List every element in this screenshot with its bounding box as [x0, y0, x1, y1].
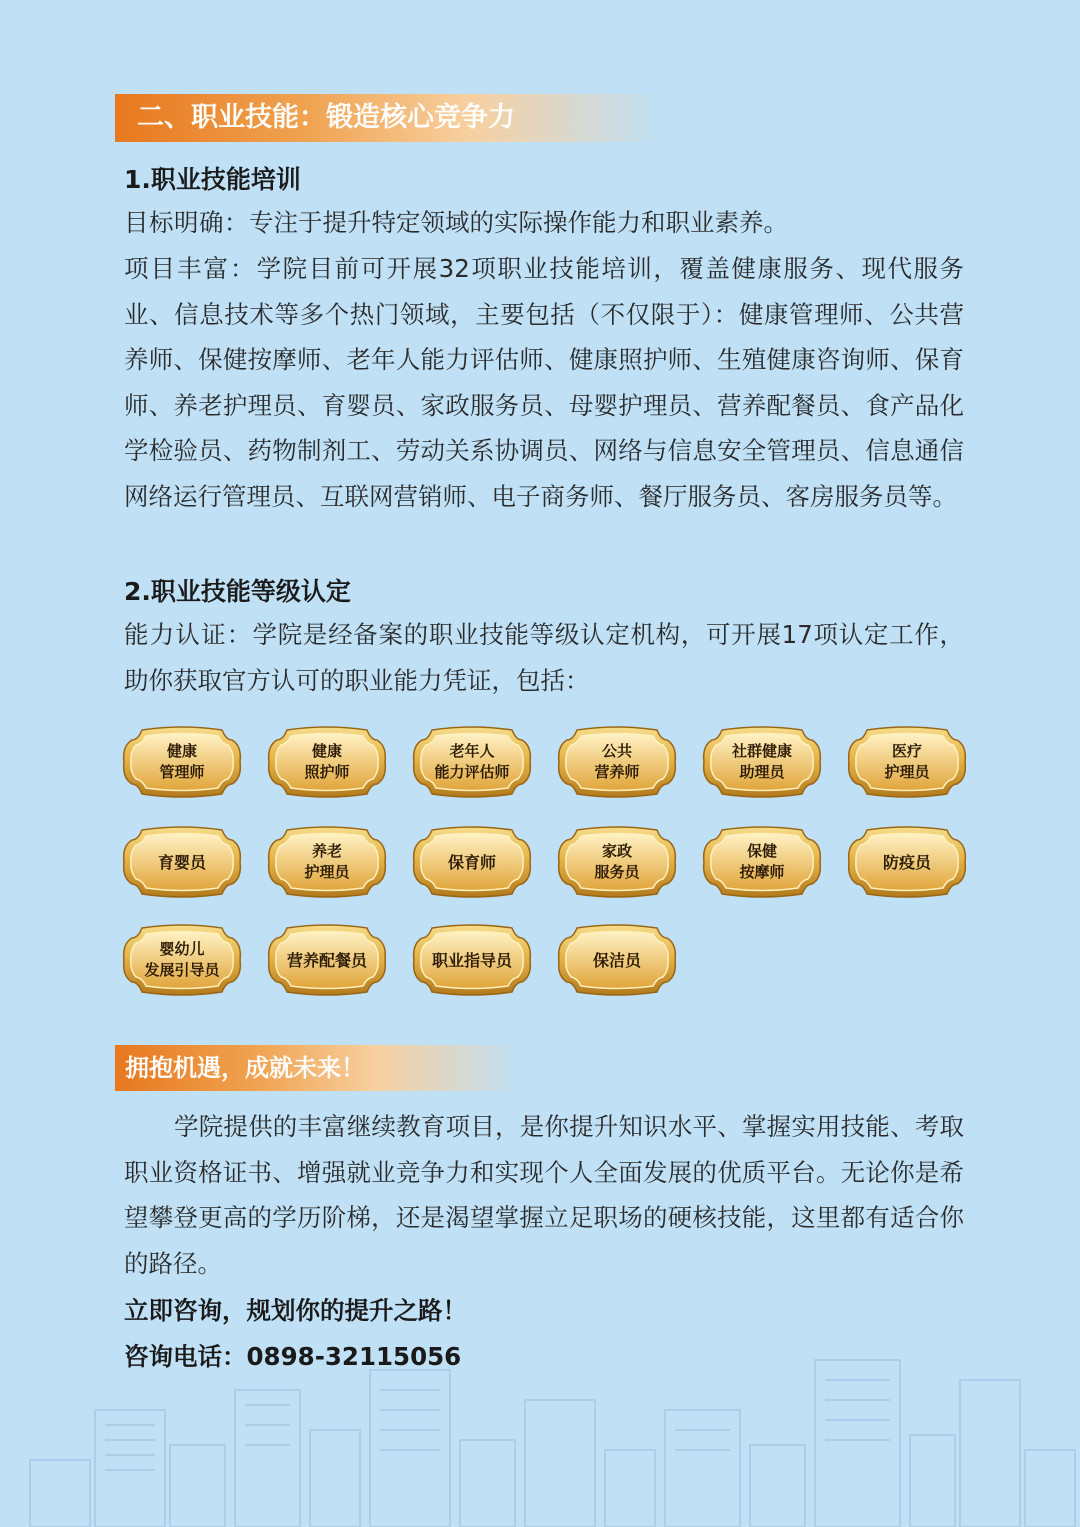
badge-label-line2: 按摩师: [739, 863, 785, 881]
certification-badge: [120, 826, 244, 898]
badge-label-line2: 管理师: [159, 763, 205, 781]
badge-label-line2: 营养师: [594, 763, 640, 781]
badge-label: [422, 726, 522, 798]
phone-number: 0898-32115056: [246, 1342, 462, 1371]
certification-badge: [700, 826, 824, 898]
badge-label-line2: 照护师: [304, 763, 350, 781]
paragraph-closing: 学院提供的丰富继续教育项目，是你提升知识水平、掌握实用技能、考取职业资格证书、增强就业竞争力和实现个人全面发展的优质平台。无论你是希望攀登更高的学历阶梯，还是渴望掌握立足职场的硬核技能，这里都有适合你的路径。: [124, 1112, 964, 1278]
city-skyline-illustration: [0, 1350, 1080, 1527]
certification-badge: [265, 726, 389, 798]
badge-label-line1: 保洁员: [592, 950, 641, 970]
badge-label: [138, 726, 226, 798]
badge-label: [718, 726, 806, 798]
badge-label-line1: 营养配餐员: [286, 950, 367, 970]
badge-label-line2: 发展引导员: [144, 961, 220, 979]
certification-badge: [845, 826, 969, 898]
subheading-skill-certification: 2.职业技能等级认定: [124, 577, 351, 606]
badge-label-line1: 老年人: [449, 742, 495, 760]
badge-label-line1: 公共: [601, 742, 632, 760]
section-banner-closing: [115, 1045, 520, 1091]
badge-label-line1: 职业指导员: [431, 950, 512, 970]
badge-label-line2: 护理员: [304, 863, 350, 881]
badge-label-line1: 婴幼儿: [159, 940, 205, 958]
badge-label: [283, 826, 371, 898]
certification-badge: [845, 726, 969, 798]
items-label: 项目丰富：: [124, 254, 257, 283]
badge-label: [428, 826, 516, 898]
items-text: 学院目前可开展32项职业技能培训，覆盖健康服务、现代服务业、信息技术等多个热门领域，主要包括（不仅限于）：健康管理师、公共营养师、保健按摩师、老年人能力评估师、健康照护师、生殖健康咨询师、保育师、养老护理员、育婴员、家政服务员、母婴护理员、营养配餐员、食产品化学检验员、药物制剂工、劳动关系协调员、网络与信息安全管理员、信息通信网络运行管理员、互联网营销师、电子商务师、餐厅服务员、客房服务员等。: [124, 254, 964, 511]
badge-label: [573, 726, 661, 798]
certification-badge: [410, 826, 534, 898]
badge-label-line1: 健康: [166, 742, 197, 760]
phone-label: 咨询电话：: [124, 1342, 247, 1371]
badge-label-line1: 家政: [601, 842, 632, 860]
badge-label: [573, 924, 661, 996]
badge-label: [718, 826, 806, 898]
call-to-action: 立即咨询，规划你的提升之路！: [124, 1296, 467, 1325]
section-banner-skills: [115, 94, 662, 142]
certification-badge: [120, 726, 244, 798]
badge-label-line1: 防疫员: [882, 852, 931, 872]
badge-label: [863, 726, 951, 798]
certification-badge: [410, 924, 534, 996]
goal-label: 目标明确：: [124, 208, 249, 237]
paragraph-certification: [124, 612, 964, 703]
certification-text: 学院是经备案的职业技能等级认定机构，可开展17项认定工作，助你获取官方认可的职业能力凭证，包括：: [124, 620, 964, 695]
certification-badge: [265, 826, 389, 898]
badge-label-line2: 能力评估师: [434, 763, 510, 781]
badge-label: [132, 924, 232, 996]
section-banner-text: 二、职业技能：锻造核心竞争力: [137, 102, 515, 133]
badge-label-line1: 保育师: [447, 852, 496, 872]
certification-badge: [700, 726, 824, 798]
badge-label: [428, 924, 516, 996]
badge-label-line1: 健康: [311, 742, 342, 760]
closing-banner-text: 拥抱机遇，成就未来！: [125, 1054, 365, 1082]
badge-label: [573, 826, 661, 898]
badge-label-line1: 育婴员: [157, 852, 206, 872]
badge-label-line1: 养老: [311, 842, 342, 860]
subheading-skill-training: 1.职业技能培训: [124, 165, 301, 194]
paragraph-goal: [124, 200, 964, 246]
paragraph-items: [124, 246, 964, 520]
goal-text: 专注于提升特定领域的实际操作能力和职业素养。: [249, 208, 788, 237]
badge-label-line2: 护理员: [884, 763, 930, 781]
badge-label-line1: 社群健康: [731, 742, 792, 760]
badge-label-line2: 服务员: [594, 863, 640, 881]
badge-label: [863, 826, 951, 898]
certification-badge: [555, 726, 679, 798]
certification-badge: [410, 726, 534, 798]
certification-badge: [265, 924, 389, 996]
certification-label: 能力认证：: [124, 620, 253, 649]
certification-badge: [120, 924, 244, 996]
certification-badge: [555, 924, 679, 996]
badge-label: [283, 924, 371, 996]
badge-label: [283, 726, 371, 798]
certification-badge: [555, 826, 679, 898]
badge-label: [138, 826, 226, 898]
badge-label-line2: 助理员: [739, 763, 785, 781]
badge-label-line1: 医疗: [891, 742, 922, 760]
badge-label-line1: 保健: [746, 842, 777, 860]
certification-badge-grid: [120, 726, 980, 1006]
